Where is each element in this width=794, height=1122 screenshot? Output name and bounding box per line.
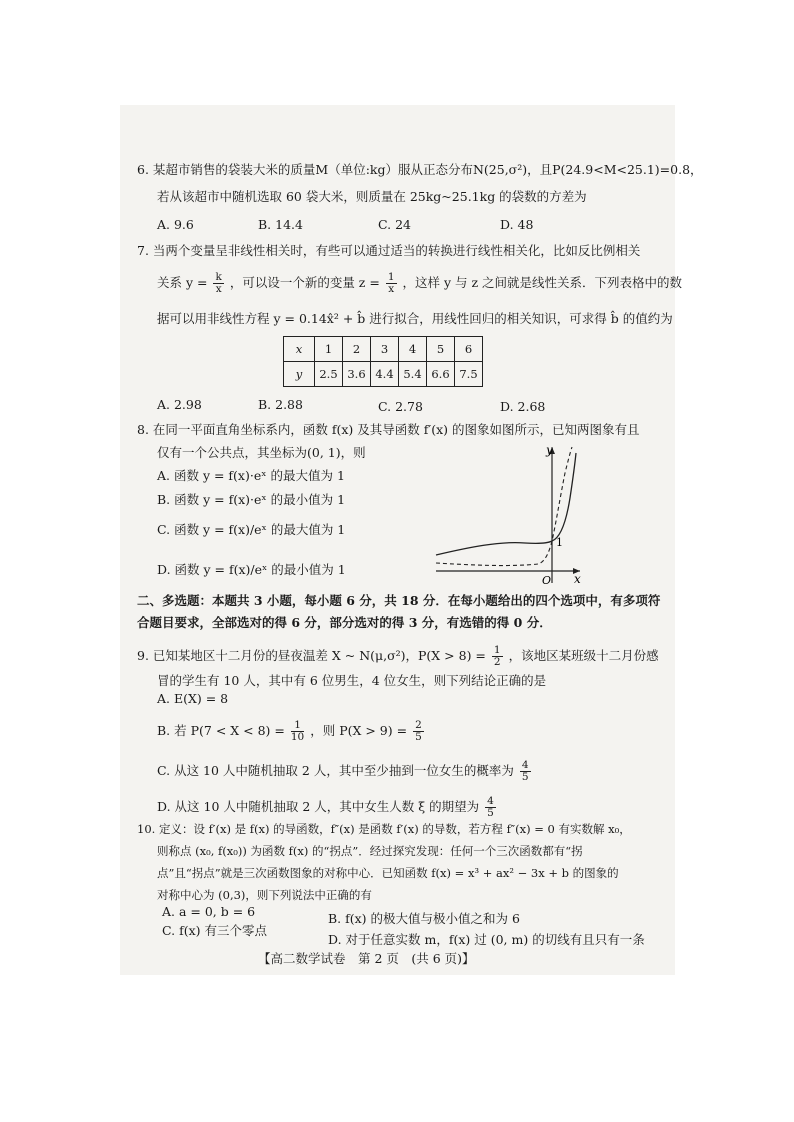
table-cell: 6 <box>455 337 483 362</box>
q7-line2-text-c: ，这样 y 与 z 之间就是线性关系．下列表格中的数 <box>402 275 683 290</box>
q9-line1 <box>137 645 659 668</box>
q9-option-d-frac-d: 5 <box>487 807 494 819</box>
q7-data-table <box>283 336 483 387</box>
q7-frac-x: x <box>215 283 222 295</box>
q9-option-c-frac-n: 4 <box>521 759 529 771</box>
q10-line4: 对称中心为 (0,3)，则下列说法中正确的有 <box>157 888 372 902</box>
table-cell: 4.4 <box>371 362 399 387</box>
section2-line2: 合题目要求，全部选对的得 6 分，部分选对的得 3 分，有选错的得 0 分． <box>137 615 552 630</box>
q9-line2: 冒的学生有 10 人，其中有 6 位男生，4 位女生，则下列结论正确的是 <box>157 673 547 688</box>
q7-frac-x2: x <box>388 283 395 295</box>
q6-option-c: C. 24 <box>378 217 411 232</box>
q8-function-graph <box>430 443 590 588</box>
q7-frac-one: 1 <box>387 271 395 283</box>
q9-option-c-text: C. 从这 10 人中随机抽取 2 人，其中至少抽到一位女生的概率为 <box>157 763 514 778</box>
q9-option-b-frac2-d: 5 <box>415 731 422 743</box>
table-cell: 1 <box>315 337 343 362</box>
table-header-x: x <box>284 337 315 362</box>
table-cell: 3.6 <box>343 362 371 387</box>
q9-option-c <box>157 760 533 783</box>
page-footer: 【高二数学试卷 第 2 页 (共 6 页)】 <box>258 951 475 966</box>
q9-option-b-frac1 <box>291 720 304 743</box>
table-cell: 2.5 <box>315 362 343 387</box>
graph-origin-label: O <box>542 574 552 587</box>
q10-option-c: C. f(x) 有三个零点 <box>162 923 267 938</box>
graph-point-label: 1 <box>556 536 563 549</box>
q9-option-b-frac1-d: 10 <box>290 731 305 743</box>
q7-frac-k: k <box>215 271 222 283</box>
q7-line2-text-b: ，可以设一个新的变量 z = <box>229 275 380 290</box>
q9-option-c-frac-d: 5 <box>521 771 529 783</box>
q9-option-b-frac2-n: 2 <box>415 719 422 731</box>
q6-line1: 6. 某超市销售的袋装大米的质量M（单位:kg）服从正态分布N(25,σ²)，且P(24.9<M<25.1)=0.8， <box>137 162 703 177</box>
q7-option-d: D. 2.68 <box>500 399 546 414</box>
table-cell: 6.6 <box>427 362 455 387</box>
q6-option-d: D. 48 <box>500 217 534 232</box>
q9-option-b-frac2 <box>413 720 424 743</box>
table-row <box>284 337 483 362</box>
curve-f <box>436 453 576 555</box>
q10-line3: 点”且“拐点”就是三次函数图象的对称中心．已知函数 f(x) = x³ + ax² − 3x + b 的图象的 <box>157 866 619 880</box>
q9-option-d-frac <box>485 796 496 819</box>
table-header-y: y <box>284 362 315 387</box>
section2-line1: 二、多选题：本题共 3 小题，每小题 6 分，共 18 分．在每小题给出的四个选项中，有多项符 <box>137 593 661 608</box>
q6-option-b: B. 14.4 <box>258 217 303 232</box>
q9-line1-text-b: ，该地区某班级十二月份感 <box>508 648 659 663</box>
q8-line1: 8. 在同一平面直角坐标系内，函数 f(x) 及其导函数 f′(x) 的图象如图所示，已知两图象有且 <box>137 422 640 437</box>
q7-line2 <box>157 272 682 295</box>
q8-line2: 仅有一个公共点，其坐标为(0, 1)，则 <box>157 445 366 460</box>
q10-option-a: A. a = 0, b = 6 <box>162 904 256 919</box>
q9-frac-half-n: 1 <box>493 644 501 656</box>
table-cell: 7.5 <box>455 362 483 387</box>
q9-option-b-text-b: ，则 P(X > 9) = <box>310 723 408 738</box>
q9-frac-half <box>492 645 503 668</box>
graph-x-label: x <box>574 572 581 586</box>
q9-option-d <box>157 796 498 819</box>
table-row <box>284 362 483 387</box>
q9-option-a: A. E(X) = 8 <box>157 691 229 706</box>
q7-line2-text-a: 关系 y = <box>157 275 208 290</box>
q7-frac-1-over-x <box>386 272 397 295</box>
q7-option-a: A. 2.98 <box>157 397 202 412</box>
table-cell: 5.4 <box>399 362 427 387</box>
q10-option-b: B. f(x) 的极大值与极小值之和为 6 <box>328 911 520 926</box>
q8-option-b: B. 函数 y = f(x)·eˣ 的最小值为 1 <box>157 492 346 507</box>
table-cell: 3 <box>371 337 399 362</box>
q9-option-b <box>157 720 426 743</box>
table-cell: 5 <box>427 337 455 362</box>
q9-option-b-frac1-n: 1 <box>291 720 304 732</box>
q10-line2: 则称点 (x₀, f(x₀)) 为函数 f(x) 的“拐点”．经过探究发现：任何一个三次函数都有“拐 <box>157 844 583 858</box>
q7-option-b: B. 2.88 <box>258 397 303 412</box>
q8-option-a: A. 函数 y = f(x)·eˣ 的最大值为 1 <box>157 468 345 483</box>
table-cell: 4 <box>399 337 427 362</box>
q10-option-d: D. 对于任意实数 m，f(x) 过 (0, m) 的切线有且只有一条 <box>328 932 645 947</box>
q6-line2: 若从该超市中随机选取 60 袋大米，则质量在 25kg~25.1kg 的袋数的方差为 <box>157 189 587 204</box>
q9-option-b-text-a: B. 若 P(7 < X < 8) = <box>157 723 285 738</box>
q9-option-d-text: D. 从这 10 人中随机抽取 2 人，其中女生人数 ξ 的期望为 <box>157 799 480 814</box>
q7-line3: 据可以用非线性方程 y = 0.14x̂² + b̂ 进行拟合，用线性回归的相关知识，可求得 b̂ 的值约为 <box>157 311 673 326</box>
q8-option-c: C. 函数 y = f(x)/eˣ 的最大值为 1 <box>157 522 346 537</box>
graph-y-label: y <box>546 443 553 457</box>
q8-option-d: D. 函数 y = f(x)/eˣ 的最小值为 1 <box>157 562 346 577</box>
q10-line1: 10. 定义：设 f′(x) 是 f(x) 的导函数，f″(x) 是函数 f′(x) 的导数，若方程 f″(x) = 0 有实数解 x₀， <box>137 822 631 836</box>
q9-line1-text-a: 9. 已知某地区十二月份的昼夜温差 X ~ N(μ,σ²)，P(X > 8) = <box>137 648 486 663</box>
q6-option-a: A. 9.6 <box>157 217 194 232</box>
q9-option-d-frac-n: 4 <box>487 795 494 807</box>
q7-option-c: C. 2.78 <box>378 399 423 414</box>
q7-line1: 7. 当两个变量呈非线性相关时，有些可以通过适当的转换进行线性相关化，比如反比例相关 <box>137 243 641 258</box>
q9-frac-half-d: 2 <box>493 656 501 668</box>
table-cell: 2 <box>343 337 371 362</box>
q7-frac-k-over-x <box>213 272 223 295</box>
q9-option-c-frac <box>520 760 531 783</box>
